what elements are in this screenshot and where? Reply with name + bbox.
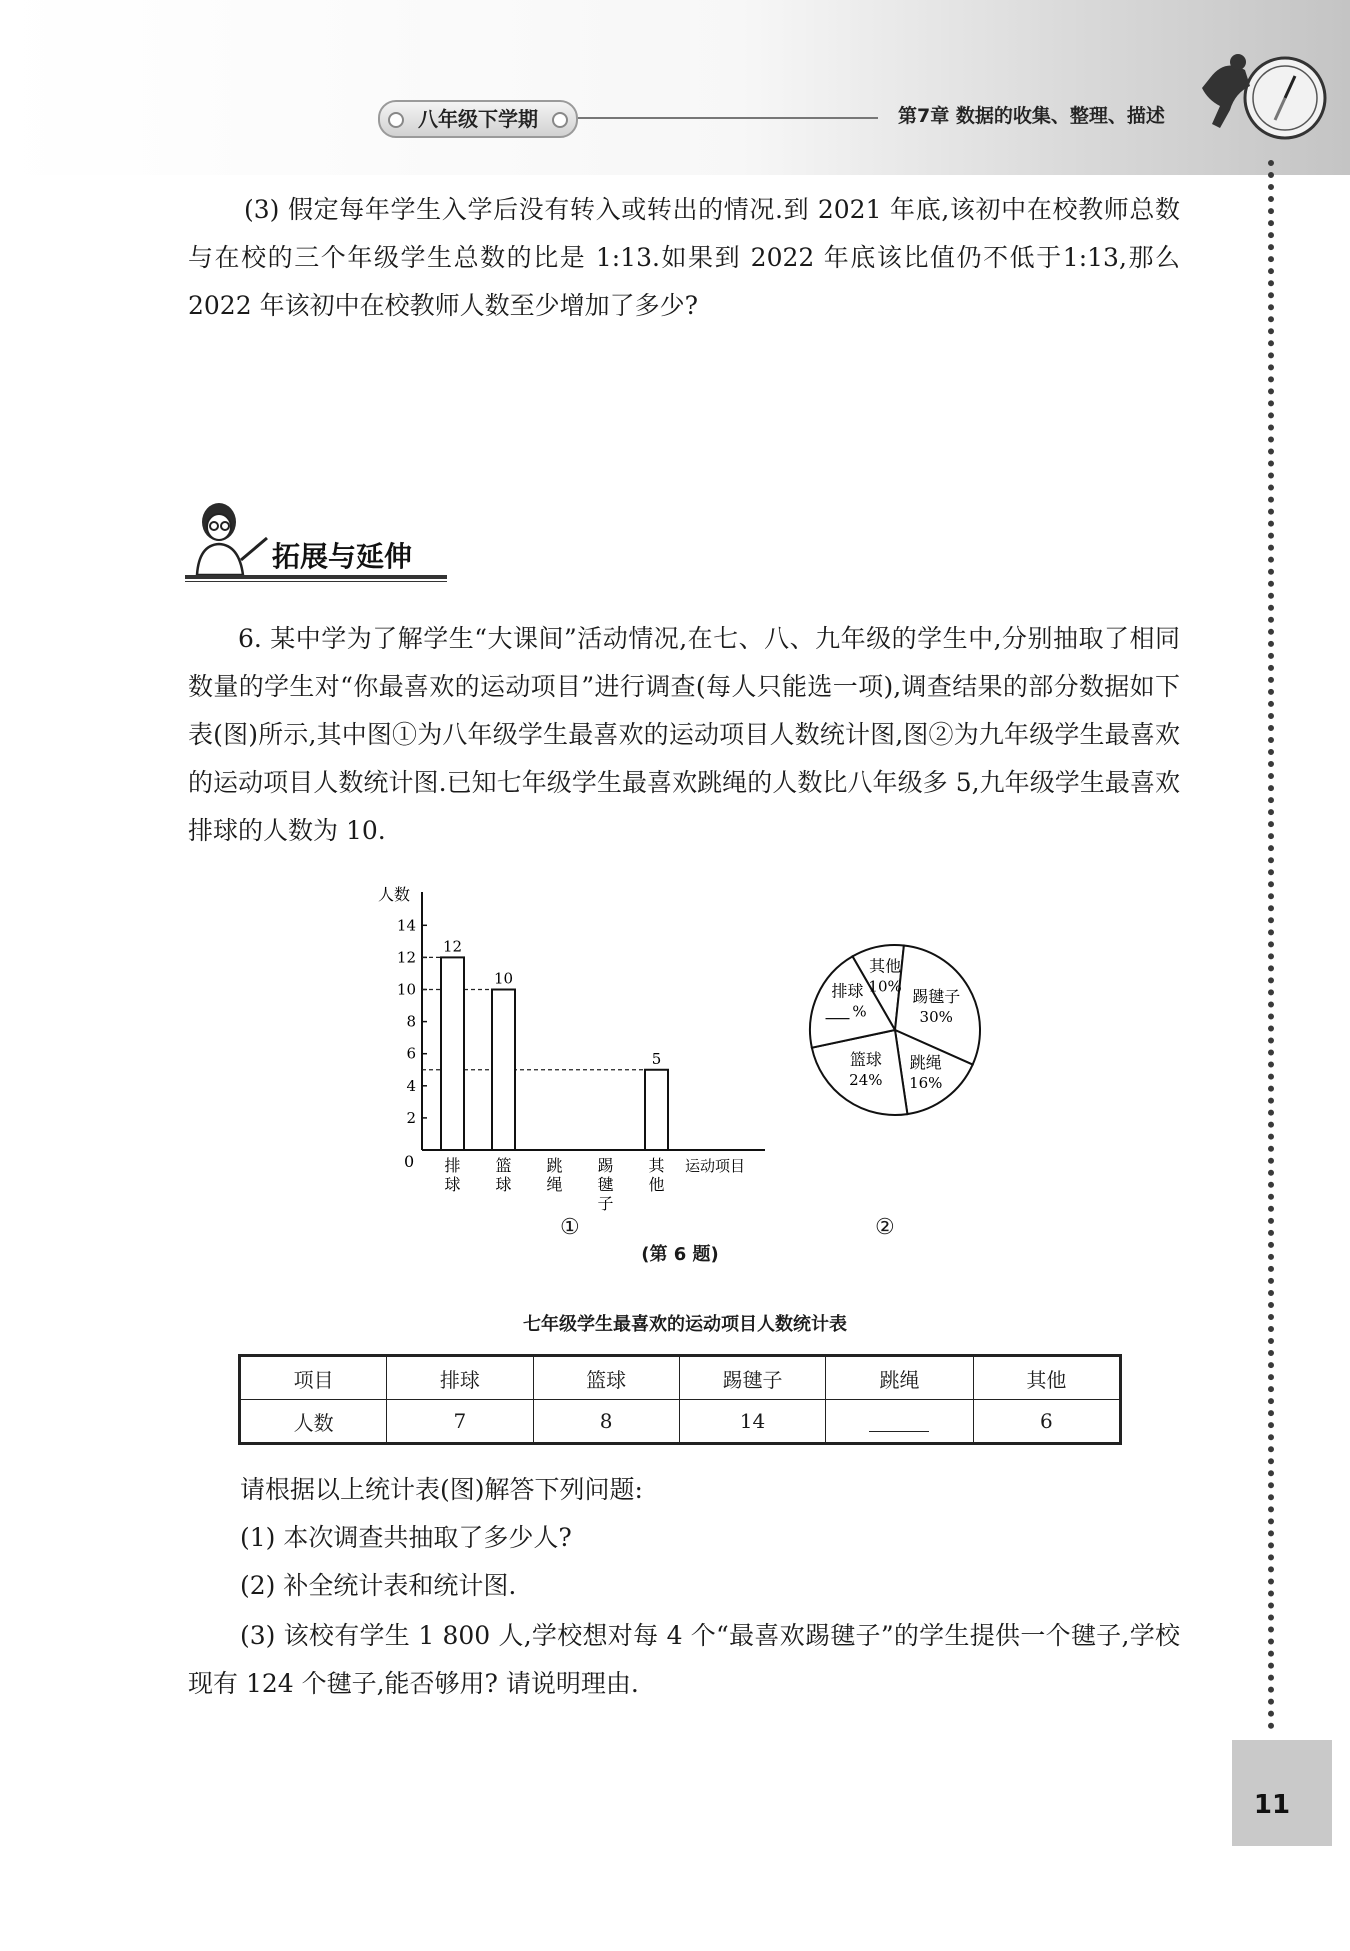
figure-caption: (第 6 题) (641, 1244, 719, 1265)
origin-label: 0 (404, 1152, 415, 1171)
x-category-label: 球 (495, 1175, 512, 1194)
section-rule (185, 575, 447, 579)
pill-dot-right-icon (552, 112, 568, 128)
y-axis-label: 人数 (378, 885, 411, 904)
table-row (240, 1400, 1121, 1444)
question-6-text: 6. 某中学为了解学生“大课间”活动情况,在七、八、九年级的学生中,分别抽取了相同数量的学生对“你最喜欢的运动项目”进行调查(每人只能选一项),调查结果的部分数据如下表(图)所示,其中图①为八年级学生最喜欢的运动项目人数统计图,图②为九年级学生最喜欢的运动项目人数统计图.已知七年级学生最喜欢跳绳的人数比八年级多 5,九年级学生最喜欢排球的人数为 10. (188, 624, 1180, 845)
sub-question-2: (2) 补全统计表和统计图. (240, 1571, 517, 1600)
x-category-label: 毽 (597, 1175, 614, 1194)
x-category-label: 他 (648, 1175, 665, 1194)
pie-slice-label: 跳绳 (909, 1052, 942, 1072)
grade-label (378, 100, 578, 138)
pie-slice-label: 其他 (869, 956, 902, 976)
x-axis-label: 运动项目 (685, 1157, 746, 1175)
table-cell: 6 (973, 1400, 1120, 1444)
bar (441, 957, 464, 1150)
answer-blank (869, 1413, 929, 1432)
x-category-label: 跳 (546, 1156, 563, 1175)
grade-text: 八年级下学期 (418, 107, 538, 131)
y-tick-label: 12 (396, 948, 416, 967)
header-rule (578, 117, 878, 119)
table-cell: 排球 (387, 1356, 533, 1400)
table-cell-blank (826, 1400, 973, 1444)
table-cell: 踢毽子 (679, 1356, 825, 1400)
x-category-label: 球 (444, 1175, 461, 1194)
pie-slice-label: 踢毽子 (912, 987, 961, 1007)
y-tick-label: 8 (406, 1012, 416, 1031)
x-category-label: 其 (648, 1156, 665, 1175)
pill-dot-left-icon (388, 112, 404, 128)
table-cell: 人数 (240, 1400, 387, 1444)
pie-slice-percent: 10% (868, 977, 902, 996)
pie-slice-percent: % (852, 1002, 867, 1021)
table-cell: 7 (387, 1400, 533, 1444)
dotted-margin-line (1268, 160, 1274, 1730)
table-cell: 跳绳 (826, 1356, 973, 1400)
pie-slice-percent: 30% (919, 1008, 953, 1027)
y-tick-label: 10 (396, 980, 416, 999)
sub-question-1: (1) 本次调查共抽取了多少人? (240, 1523, 572, 1552)
x-category-label: 子 (597, 1194, 614, 1213)
question-3-text: (3) 假定每年学生入学后没有转入或转出的情况.到 2021 年底,该初中在校教师总数与在校的三个年级学生总数的比是 1:13.如果到 2022 年底该比值仍不低于1:13,那么 2022 年该初中在校教师人数至少增加了多少? (188, 195, 1180, 320)
figure-1-label: ① (560, 1215, 580, 1240)
y-tick-label: 6 (406, 1044, 416, 1063)
table-cell: 14 (679, 1400, 825, 1444)
pie-slice-label: 篮球 (849, 1050, 882, 1070)
x-category-label: 排 (444, 1156, 461, 1175)
x-category-label: 篮 (495, 1156, 512, 1175)
table-cell: 8 (533, 1400, 679, 1444)
y-tick-label: 2 (406, 1108, 416, 1127)
table-cell: 其他 (973, 1356, 1120, 1400)
teacher-avatar-icon (185, 500, 275, 580)
bar-data-label: 12 (442, 937, 463, 956)
pie-slice-percent: 16% (909, 1073, 943, 1092)
table-cell: 项目 (240, 1356, 387, 1400)
question-6-3-text: (3) 该校有学生 1 800 人,学校想对每 4 个“最喜欢踢毽子”的学生提供一个毽子,学校现有 124 个毽子,能否够用? 请说明理由. (188, 1621, 1180, 1698)
y-tick-label: 14 (396, 916, 416, 935)
table-title: 七年级学生最喜欢的运动项目人数统计表 (523, 1314, 847, 1335)
bar (492, 990, 515, 1151)
bar-data-label: 10 (493, 969, 514, 988)
table-header-row (240, 1356, 1121, 1400)
pie-slice-label: 排球 (831, 981, 864, 1001)
x-category-label: 绳 (546, 1175, 563, 1194)
figure-2-label: ② (875, 1215, 895, 1240)
section-rule-thin (185, 581, 447, 582)
stat-table (238, 1354, 1122, 1445)
pie-chart (795, 930, 995, 1130)
x-category-label: 踢 (597, 1156, 614, 1175)
prompt-text: 请根据以上统计表(图)解答下列问题: (240, 1475, 643, 1504)
bar-data-label: 5 (651, 1049, 662, 1068)
page-number: 11 (1253, 1790, 1291, 1820)
table-cell: 篮球 (533, 1356, 679, 1400)
section-title: 拓展与延伸 (272, 540, 413, 573)
y-tick-label: 4 (406, 1076, 416, 1095)
bar (645, 1070, 668, 1150)
bar-chart (370, 880, 790, 1240)
pie-slice-percent: 24% (849, 1071, 883, 1090)
runner-compass-logo-icon (1190, 48, 1330, 148)
chapter-title: 第7章 数据的收集、整理、描述 (898, 105, 1165, 127)
header-band (0, 0, 1350, 175)
